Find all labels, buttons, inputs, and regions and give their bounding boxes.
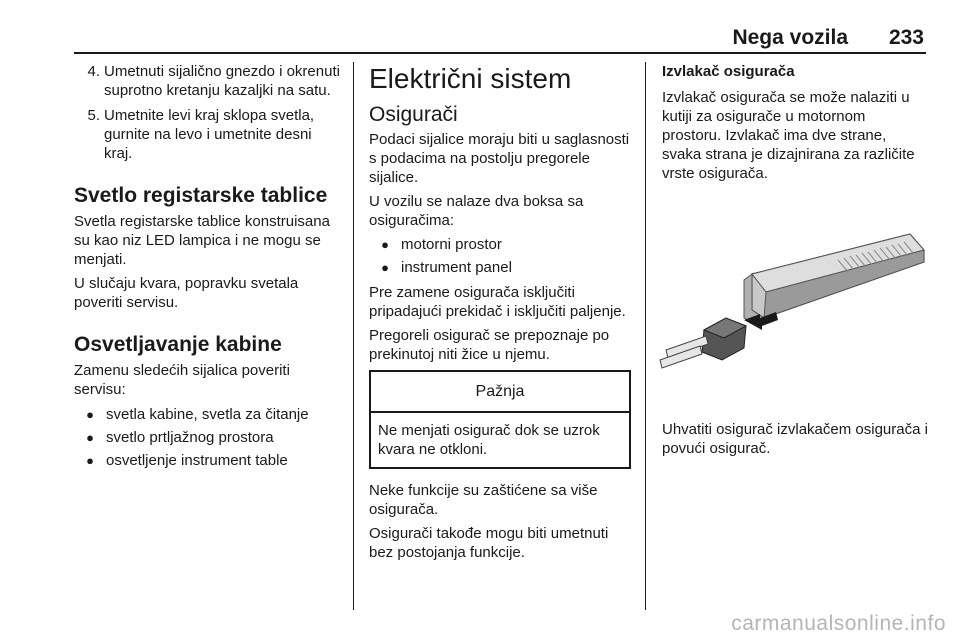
bullet-icon: ● [381,237,389,252]
list-item [74,428,344,447]
column-middle [369,62,631,567]
paragraph: Pre zamene osigurača isključiti pripadajući prekidač i isključiti paljenje. [369,284,626,320]
column-divider [645,62,646,610]
bullet-icon: ● [381,260,389,275]
fuse-extractor-svg [652,222,928,372]
bullet-list [369,235,631,277]
bullet-list [74,405,344,470]
column-left [74,62,344,476]
list-item-text: svetlo prtljažnog prostora [106,429,274,446]
list-item [369,235,631,254]
paragraph: Podaci sijalice moraju biti u saglasnosti s podacima na postolju pregorele sijalice. [369,131,630,186]
list-item [74,62,344,100]
paragraph: Pregoreli osigurač se prepoznaje po prekinutoj niti žice u njemu. [369,327,610,363]
list-item [74,405,344,424]
paragraph: Uhvatiti osigurač izvlakačem osigurača i povući osigurač. [662,421,928,457]
caution-text: Ne menjati osigurač dok se uzrok kvara ne otkloni. [378,422,600,458]
list-item-text: osvetljenje instrument table [106,452,288,469]
step-text: Umetnite levi kraj sklopa svetla, gurnite na levo i umetnite desni kraj. [104,107,315,162]
section-heading: Osvetljavanje kabine [74,333,282,356]
paragraph: Zamenu sledećih sijalica poveriti servisu: [74,362,290,398]
fuse-extractor-illustration [652,222,928,372]
step-text: Umetnuti sijalično gnezdo i okrenuti suprotno kretanju kazaljki na satu. [104,63,340,99]
step-number: 4. [87,63,100,80]
paragraph: Izvlakač osigurača se može nalaziti u kutiji za osigurače u motornom prostoru. Izvlakač ima dve strane, svaka strana je dizajnirana za različite vrste osigurača. [662,89,915,182]
page-number: 233 [888,26,924,49]
watermark: carmanualsonline.info [731,612,946,635]
bullet-icon: ● [86,407,94,422]
section-heading: Osigurači [369,103,458,126]
list-item-text: instrument panel [401,259,512,276]
column-divider [353,62,354,610]
section-heading: Svetlo registarske tablice [74,184,328,207]
column-right [662,62,928,188]
list-item [369,258,631,277]
caution-title: Pažnja [371,372,629,413]
paragraph: Osigurači takođe mogu biti umetnuti bez postojanja funkcije. [369,525,609,561]
column-right-lower [662,420,928,463]
caution-box [369,370,631,469]
section-heading: Izvlakač osigurača [662,63,795,80]
paragraph: Svetla registarske tablice konstruisana su kao niz LED lampica i ne mogu se menjati. [74,213,330,268]
list-item [74,451,344,470]
paragraph: U vozilu se nalaze dva boksa sa osiguračima: [369,193,584,229]
step-number: 5. [87,107,100,124]
list-item-text: svetla kabine, svetla za čitanje [106,406,309,423]
bullet-icon: ● [86,453,94,468]
header-title: Nega vozila [732,26,848,49]
paragraph: Neke funkcije su zaštićene sa više osigurača. [369,482,598,518]
page-title: Električni sistem [369,63,572,94]
bullet-icon: ● [86,430,94,445]
list-item [74,106,344,163]
list-item-text: motorni prostor [401,236,502,253]
paragraph: U slučaju kvara, popravku svetala poveriti servisu. [74,275,299,311]
steps-list [74,62,344,163]
header-rule [74,52,926,54]
